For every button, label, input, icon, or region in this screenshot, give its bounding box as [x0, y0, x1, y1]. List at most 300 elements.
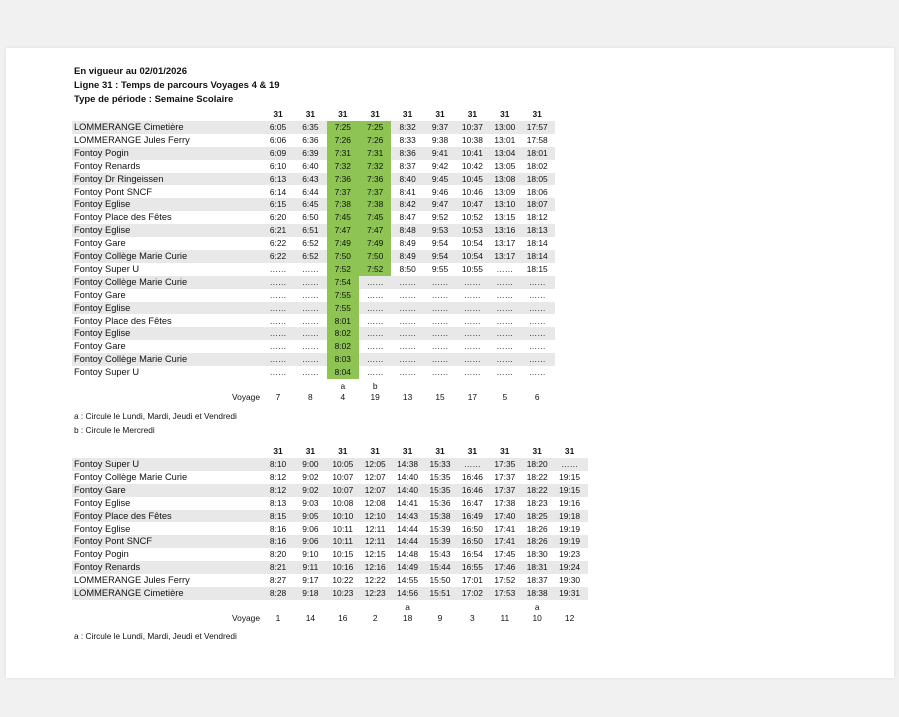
- time-cell: ……: [528, 354, 546, 365]
- voyage-number: 3: [470, 612, 475, 623]
- time-cell: 6:06: [269, 134, 287, 145]
- time-cell: 13:01: [494, 134, 516, 145]
- time-cell: 6:20: [269, 212, 287, 223]
- line-number-header: 31: [402, 446, 413, 456]
- time-cell: 18:37: [526, 575, 548, 586]
- table-row: [72, 263, 555, 276]
- time-cell: 12:07: [364, 471, 386, 482]
- time-cell: 19:15: [559, 484, 581, 495]
- time-cell: 18:14: [526, 238, 548, 249]
- stop-name: Fontoy Gare: [74, 238, 126, 249]
- time-cell: 17:52: [494, 575, 516, 586]
- time-cell: 14:55: [397, 575, 419, 586]
- time-cell: ……: [302, 315, 319, 326]
- time-cell: 7:36: [327, 173, 359, 186]
- line-number-header: 31: [273, 446, 283, 456]
- time-cell: 14:40: [397, 484, 419, 495]
- footnote-marker: a: [340, 381, 346, 391]
- time-cell: 9:06: [302, 536, 319, 547]
- time-cell: 8:04: [327, 366, 359, 379]
- footnote-marker: a: [405, 601, 410, 612]
- time-cell: 18:14: [526, 251, 548, 261]
- time-cell: ……: [464, 459, 481, 469]
- table-row: [72, 147, 555, 160]
- time-cell: 17:41: [494, 523, 516, 534]
- voyage-number: 18: [402, 612, 413, 623]
- time-cell: 12:23: [364, 588, 386, 598]
- time-cell: 6:39: [302, 147, 319, 158]
- voyage-number: 14: [305, 612, 316, 623]
- stop-name: Fontoy Place des Fêtes: [74, 510, 172, 521]
- time-cell: 18:01: [526, 147, 548, 158]
- time-cell: 6:10: [269, 160, 287, 171]
- time-cell: 19:16: [559, 497, 581, 508]
- table-row: [72, 224, 555, 237]
- time-cell: 19:30: [559, 575, 581, 586]
- time-cell: 7:50: [327, 250, 359, 263]
- table-row: [72, 497, 588, 510]
- voyage-number: 13: [402, 392, 413, 402]
- time-cell: ……: [496, 289, 514, 300]
- time-cell: ……: [528, 315, 546, 326]
- time-cell: 17:57: [526, 122, 548, 132]
- time-cell: 9:55: [431, 263, 449, 274]
- time-cell: ……: [366, 328, 384, 339]
- time-cell: 6:15: [269, 199, 287, 210]
- table-row: [72, 458, 588, 471]
- voyage-number: 4: [340, 392, 346, 402]
- time-cell: 6:05: [269, 122, 287, 132]
- time-cell: ……: [528, 367, 546, 378]
- time-cell: ……: [269, 263, 287, 274]
- voyage-number: 5: [502, 392, 508, 402]
- time-cell: 7:31: [359, 147, 391, 160]
- time-cell: 10:47: [461, 199, 483, 210]
- time-cell: 9:52: [431, 212, 449, 223]
- time-cell: 9:02: [302, 484, 319, 495]
- time-cell: 7:36: [359, 173, 391, 186]
- time-cell: 10:07: [332, 471, 354, 482]
- time-cell: 15:44: [429, 562, 451, 573]
- time-cell: 6:22: [269, 251, 287, 261]
- time-cell: 8:12: [269, 471, 287, 482]
- time-cell: 10:22: [332, 575, 354, 586]
- time-cell: 16:46: [461, 484, 483, 495]
- time-cell: 18:07: [526, 199, 548, 210]
- voyage-number: 9: [437, 612, 443, 623]
- stop-name: Fontoy Eglise: [74, 302, 131, 313]
- time-cell: 17:41: [494, 536, 516, 547]
- line-number-header: 31: [532, 109, 542, 119]
- table-row: [72, 548, 588, 561]
- table-row: [72, 574, 588, 587]
- table-row: [72, 134, 555, 147]
- time-cell: 8:49: [399, 238, 416, 249]
- time-cell: 8:40: [399, 173, 416, 184]
- time-cell: 6:21: [269, 225, 287, 236]
- line-number-header: 31: [500, 446, 510, 456]
- time-cell: 8:15: [269, 510, 287, 521]
- time-cell: 10:05: [332, 459, 354, 469]
- time-cell: 17:46: [494, 562, 516, 573]
- stop-name: LOMMERANGE Cimetière: [74, 122, 184, 132]
- time-cell: 18:06: [526, 186, 548, 197]
- line-number-header: 31: [305, 109, 316, 119]
- time-cell: ……: [366, 289, 384, 300]
- time-cell: 9:54: [431, 238, 449, 249]
- time-cell: 8:48: [399, 225, 416, 236]
- time-cell: 7:47: [359, 224, 391, 237]
- time-cell: 19:23: [559, 549, 581, 560]
- time-cell: 15:35: [429, 484, 451, 495]
- stop-name: Fontoy Eglise: [74, 328, 131, 339]
- time-cell: 17:01: [461, 575, 483, 586]
- time-cell: 9:11: [302, 562, 319, 573]
- stop-name: Fontoy Gare: [74, 289, 126, 300]
- time-cell: 17:53: [494, 588, 516, 598]
- table-row: [72, 186, 555, 199]
- table-row: [72, 535, 588, 548]
- time-cell: 19:19: [559, 523, 581, 534]
- stop-name: Fontoy Eglise: [74, 225, 131, 236]
- time-cell: 18:26: [526, 523, 548, 534]
- time-cell: ……: [399, 302, 416, 313]
- time-cell: 14:56: [397, 588, 419, 598]
- time-cell: 17:45: [494, 549, 516, 560]
- voyage-number: 6: [534, 392, 540, 402]
- voyage-number: 17: [467, 392, 478, 402]
- time-cell: ……: [496, 328, 514, 339]
- time-cell: 7:54: [327, 276, 359, 289]
- time-cell: 13:10: [494, 199, 516, 210]
- time-cell: 13:09: [494, 186, 516, 197]
- time-cell: 18:26: [526, 536, 548, 547]
- stop-name: Fontoy Gare: [74, 341, 126, 352]
- time-cell: 9:18: [302, 588, 319, 598]
- line-number-header: 31: [467, 446, 478, 456]
- stop-name: Fontoy Collège Marie Curie: [74, 276, 188, 287]
- time-cell: ……: [464, 367, 481, 378]
- time-cell: 12:10: [364, 510, 386, 521]
- time-cell: ……: [431, 302, 449, 313]
- table-row: [72, 276, 555, 289]
- time-cell: ……: [269, 367, 287, 378]
- time-cell: 10:10: [332, 510, 354, 521]
- time-cell: 12:15: [364, 549, 386, 560]
- time-cell: 7:26: [359, 134, 391, 147]
- voyage-number: 7: [275, 392, 281, 402]
- voyage-number: 12: [564, 612, 575, 623]
- time-cell: 18:25: [526, 510, 548, 521]
- time-cell: 10:53: [461, 225, 483, 236]
- time-cell: 18:20: [526, 459, 548, 469]
- time-cell: 8:16: [269, 523, 287, 534]
- time-cell: 15:51: [429, 588, 451, 598]
- stop-name: Fontoy Place des Fêtes: [74, 315, 172, 326]
- time-cell: ……: [399, 276, 416, 287]
- time-cell: ……: [302, 276, 319, 287]
- voyage-number: 11: [500, 612, 510, 623]
- time-cell: 19:15: [559, 471, 581, 482]
- voyage-number: 16: [338, 612, 348, 623]
- time-cell: ……: [302, 289, 319, 300]
- voyage-label: Voyage: [232, 612, 260, 623]
- time-cell: 9:41: [431, 147, 449, 158]
- time-cell: 8:50: [399, 263, 416, 274]
- stop-name: Fontoy Gare: [74, 484, 126, 495]
- line-number-header: 31: [305, 446, 316, 456]
- time-cell: 18:12: [526, 212, 548, 223]
- stop-name: Fontoy Place des Fêtes: [74, 212, 172, 223]
- time-cell: 7:38: [359, 198, 391, 211]
- time-cell: ……: [366, 302, 384, 313]
- time-cell: 9:38: [431, 134, 449, 145]
- time-cell: ……: [399, 315, 416, 326]
- time-cell: 7:37: [359, 186, 391, 199]
- time-cell: 12:11: [365, 523, 386, 534]
- time-cell: ……: [269, 276, 287, 287]
- time-cell: ……: [366, 276, 384, 287]
- time-cell: 9:42: [431, 160, 449, 171]
- time-cell: 15:39: [429, 536, 451, 547]
- time-cell: 10:15: [332, 549, 354, 560]
- time-cell: 7:50: [359, 250, 391, 263]
- stop-name: Fontoy Collège Marie Curie: [74, 251, 188, 261]
- time-cell: ……: [366, 367, 384, 378]
- time-cell: 13:15: [494, 212, 516, 223]
- time-cell: 15:35: [429, 471, 451, 482]
- time-cell: 13:17: [494, 238, 516, 249]
- stop-name: LOMMERANGE Jules Ferry: [74, 134, 190, 145]
- time-cell: 13:08: [494, 173, 516, 184]
- time-cell: 7:49: [359, 237, 391, 250]
- time-cell: 10:37: [461, 122, 483, 132]
- time-cell: 6:14: [269, 186, 287, 197]
- table-row: [72, 327, 555, 340]
- time-cell: ……: [366, 354, 384, 365]
- time-cell: 6:35: [302, 122, 319, 132]
- time-cell: ……: [302, 302, 319, 313]
- line-number-header: 31: [338, 446, 348, 456]
- time-cell: 9:46: [431, 186, 449, 197]
- time-cell: ……: [269, 289, 287, 300]
- stop-name: Fontoy Super U: [74, 263, 140, 274]
- time-cell: 17:35: [494, 459, 516, 469]
- time-cell: 13:00: [494, 122, 516, 132]
- time-cell: ……: [269, 341, 287, 352]
- table-row: [72, 561, 588, 574]
- voyage-number: 15: [435, 392, 445, 402]
- table-row: [72, 237, 555, 250]
- time-cell: 8:03: [327, 353, 359, 366]
- time-cell: ……: [464, 328, 481, 339]
- time-cell: 6:36: [302, 134, 319, 145]
- table-row: [72, 121, 555, 134]
- voyage-number: 19: [370, 392, 380, 402]
- time-cell: ……: [464, 302, 481, 313]
- time-cell: 12:07: [364, 484, 386, 495]
- time-cell: 7:38: [327, 198, 359, 211]
- stop-name: Fontoy Eglise: [74, 199, 131, 210]
- line-number-header: 31: [402, 109, 413, 119]
- time-cell: 8:10: [269, 459, 287, 469]
- time-cell: 8:47: [399, 212, 416, 223]
- time-cell: ……: [431, 315, 449, 326]
- time-cell: 6:22: [269, 238, 287, 249]
- time-cell: ……: [528, 341, 546, 352]
- time-cell: 17:37: [494, 471, 516, 482]
- time-cell: 10:38: [461, 134, 483, 145]
- time-cell: ……: [302, 328, 319, 339]
- time-cell: 16:54: [461, 549, 483, 560]
- time-cell: ……: [496, 354, 514, 365]
- time-cell: ……: [366, 315, 384, 326]
- time-cell: 6:51: [302, 225, 319, 236]
- line-number-header: 31: [338, 109, 348, 119]
- table-row: [72, 211, 555, 224]
- time-cell: 10:55: [461, 263, 483, 274]
- time-cell: 10:16: [332, 562, 354, 573]
- time-cell: 9:37: [431, 122, 449, 132]
- time-cell: 17:37: [494, 484, 516, 495]
- stop-name: Fontoy Pont SNCF: [74, 536, 153, 547]
- time-cell: 17:40: [494, 510, 516, 521]
- time-cell: 10:07: [332, 484, 354, 495]
- time-cell: 9:17: [302, 575, 319, 586]
- time-cell: 9:54: [431, 251, 449, 261]
- time-cell: 7:45: [359, 211, 391, 224]
- time-cell: ……: [399, 367, 416, 378]
- time-cell: ……: [464, 341, 481, 352]
- time-cell: ……: [464, 315, 481, 326]
- time-cell: ……: [302, 263, 319, 274]
- time-cell: 12:05: [364, 459, 386, 469]
- time-cell: 14:44: [397, 536, 419, 547]
- time-cell: 7:25: [359, 121, 391, 134]
- time-cell: 14:38: [397, 459, 419, 469]
- time-cell: 12:16: [364, 562, 386, 573]
- time-cell: 18:02: [526, 160, 548, 171]
- time-cell: ……: [496, 276, 514, 287]
- time-cell: ……: [496, 341, 514, 352]
- time-cell: ……: [302, 354, 319, 365]
- table-row: [72, 340, 555, 353]
- time-cell: 8:02: [327, 340, 359, 353]
- time-cell: ……: [269, 302, 287, 313]
- time-cell: ……: [431, 276, 449, 287]
- time-cell: 18:22: [526, 484, 548, 495]
- time-cell: 13:16: [494, 225, 516, 236]
- stop-name: Fontoy Collège Marie Curie: [74, 471, 188, 482]
- time-cell: 7:32: [327, 160, 359, 173]
- time-cell: ……: [561, 459, 578, 469]
- line-number-header: 31: [500, 109, 510, 119]
- line-title: Ligne 31 : Temps de parcours Voyages 4 & 19: [74, 80, 280, 91]
- time-cell: 14:40: [397, 471, 419, 482]
- table-row: [72, 160, 555, 173]
- time-cell: 18:13: [526, 225, 548, 236]
- stop-name: Fontoy Eglise: [74, 497, 131, 508]
- table-row: [72, 250, 555, 263]
- time-cell: 18:15: [526, 263, 548, 274]
- time-cell: ……: [431, 354, 449, 365]
- footnote-marker: b: [372, 381, 378, 391]
- time-cell: ……: [496, 263, 514, 274]
- time-cell: 14:43: [397, 510, 419, 521]
- time-cell: 6:52: [302, 238, 319, 249]
- table-row: [72, 471, 588, 484]
- time-cell: ……: [464, 276, 481, 287]
- time-cell: 16:47: [461, 497, 483, 508]
- time-cell: 12:11: [365, 536, 386, 547]
- time-cell: ……: [431, 367, 449, 378]
- time-cell: 17:02: [461, 588, 483, 598]
- time-cell: 8:32: [399, 122, 416, 132]
- time-cell: 15:43: [429, 549, 451, 560]
- time-cell: ……: [464, 354, 481, 365]
- voyage-number: 2: [372, 612, 378, 623]
- voyage-number: 10: [532, 612, 542, 623]
- note-b: b : Circule le Mercredi: [74, 425, 155, 435]
- time-cell: 8:21: [269, 562, 287, 573]
- time-cell: ……: [269, 328, 287, 339]
- time-cell: 16:50: [461, 523, 483, 534]
- time-cell: 10:23: [332, 588, 354, 598]
- time-cell: 7:37: [327, 186, 359, 199]
- time-cell: 9:05: [302, 510, 319, 521]
- time-cell: 18:05: [526, 173, 548, 184]
- time-cell: ……: [496, 367, 514, 378]
- table-row: [72, 587, 588, 600]
- time-cell: 7:55: [327, 302, 359, 315]
- time-cell: ……: [496, 315, 514, 326]
- time-cell: 10:54: [461, 238, 483, 249]
- time-cell: 15:38: [429, 510, 451, 521]
- time-cell: 18:38: [526, 588, 548, 598]
- time-cell: 7:52: [359, 263, 391, 276]
- time-cell: ……: [464, 289, 481, 300]
- table-row: [72, 510, 588, 523]
- time-cell: 17:58: [526, 134, 548, 145]
- time-cell: ……: [528, 302, 546, 313]
- time-cell: 15:39: [429, 523, 451, 534]
- stop-name: Fontoy Pont SNCF: [74, 186, 153, 197]
- time-cell: 13:17: [494, 251, 516, 261]
- time-cell: 10:42: [461, 160, 483, 171]
- voyage-number: 8: [308, 392, 313, 402]
- stop-name: Fontoy Renards: [74, 562, 141, 573]
- time-cell: ……: [528, 276, 546, 287]
- time-cell: ……: [399, 328, 416, 339]
- time-cell: 9:02: [302, 471, 319, 482]
- line-number-header: 31: [435, 109, 445, 119]
- time-cell: 6:40: [302, 160, 319, 171]
- table-row: [72, 366, 555, 379]
- time-cell: 9:53: [431, 225, 449, 236]
- time-cell: 8:33: [399, 134, 416, 145]
- time-cell: 7:55: [327, 289, 359, 302]
- time-cell: 13:05: [494, 160, 516, 171]
- stop-name: Fontoy Super U: [74, 367, 140, 378]
- time-cell: 9:10: [302, 549, 319, 560]
- time-cell: 12:08: [364, 497, 386, 508]
- time-cell: 7:31: [327, 147, 359, 160]
- time-cell: 6:09: [269, 147, 287, 158]
- time-cell: 19:19: [559, 536, 581, 547]
- line-number-header: 31: [435, 446, 445, 456]
- time-cell: 6:50: [302, 212, 319, 223]
- validity-date: En vigueur au 02/01/2026: [74, 66, 188, 77]
